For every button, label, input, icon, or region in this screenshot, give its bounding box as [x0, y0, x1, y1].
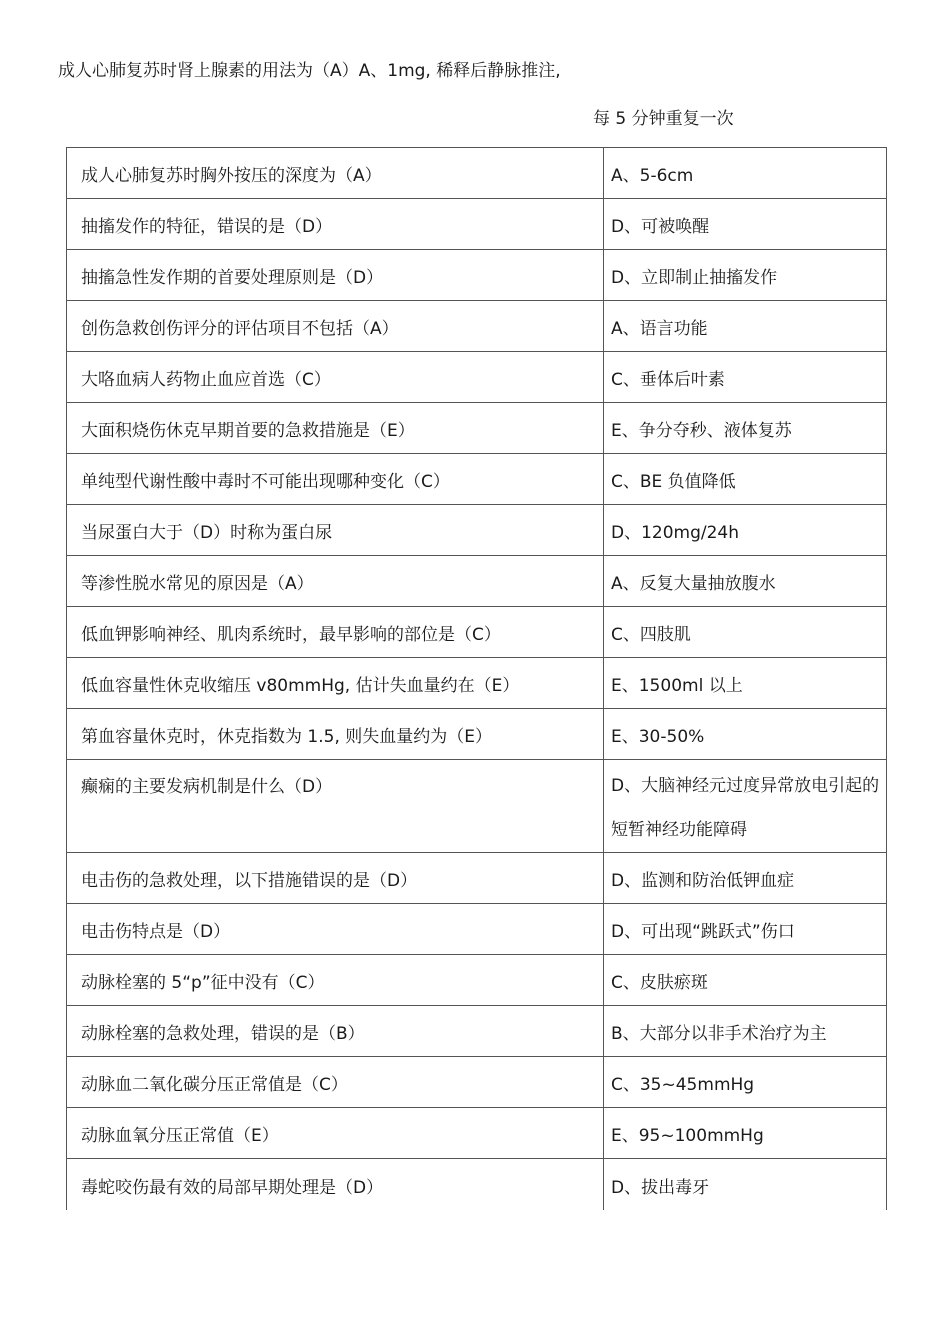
- answer-cell: C、垂体后叶素: [604, 352, 887, 403]
- question-cell: 动脉栓塞的急救处理，错误的是（B）: [67, 1006, 604, 1057]
- question-cell: 抽搐发作的特征，错误的是（D）: [67, 199, 604, 250]
- answer-cell: E、30-50%: [604, 709, 887, 760]
- answer-cell: C、35~45mmHg: [604, 1057, 887, 1108]
- answer-cell: A、语言功能: [604, 301, 887, 352]
- table-row: [67, 148, 887, 199]
- answer-cell: C、四肢肌: [604, 607, 887, 658]
- answer-cell: D、监测和防治低钾血症: [604, 853, 887, 904]
- question-cell: 单纯型代谢性酸中毒时不可能出现哪种变化（C）: [67, 454, 604, 505]
- question-cell: 低血钾影响神经、肌肉系统时，最早影响的部位是（C）: [67, 607, 604, 658]
- table-row: [67, 250, 887, 301]
- answer-cell: D、可出现“跳跃式”伤口: [604, 904, 887, 955]
- table-row: [67, 556, 887, 607]
- question-cell: 动脉血二氧化碳分压正常值是（C）: [67, 1057, 604, 1108]
- table-row: [67, 658, 887, 709]
- answer-cell: A、5-6cm: [604, 148, 887, 199]
- table-row: [67, 709, 887, 760]
- answer-cell: A、反复大量抽放腹水: [604, 556, 887, 607]
- intro-answer-continuation: 每 5 分钟重复一次: [593, 109, 734, 129]
- question-cell: 创伤急救创伤评分的评估项目不包括（A）: [67, 301, 604, 352]
- question-cell: 大面积烧伤休克早期首要的急救措施是（E）: [67, 403, 604, 454]
- table-row: [67, 1108, 887, 1159]
- table-row: [67, 1159, 887, 1210]
- table-row: [67, 352, 887, 403]
- table-row: [67, 607, 887, 658]
- table-row: [67, 199, 887, 250]
- table-row: [67, 403, 887, 454]
- answer-cell: D、可被唤醒: [604, 199, 887, 250]
- question-cell: 大咯血病人药物止血应首选（C）: [67, 352, 604, 403]
- question-cell: 成人心肺复苏时胸外按压的深度为（A）: [67, 148, 604, 199]
- answer-cell: D、大脑神经元过度异常放电引起的短暂神经功能障碍: [604, 760, 887, 853]
- answer-cell: C、BE 负值降低: [604, 454, 887, 505]
- table-row: [67, 853, 887, 904]
- question-cell: 第血容量休克时，休克指数为 1.5, 则失血量约为（E）: [67, 709, 604, 760]
- table-row: [67, 301, 887, 352]
- question-cell: 动脉血氧分压正常值（E）: [67, 1108, 604, 1159]
- question-answer-table: [66, 147, 887, 1210]
- intro-question-line: 成人心肺复苏时肾上腺素的用法为（A）A、1mg, 稀释后静脉推注,: [58, 61, 561, 81]
- table-row: [67, 1057, 887, 1108]
- answer-cell: E、1500ml 以上: [604, 658, 887, 709]
- question-cell: 动脉栓塞的 5“p”征中没有（C）: [67, 955, 604, 1006]
- answer-cell: E、95~100mmHg: [604, 1108, 887, 1159]
- table-row: [67, 1006, 887, 1057]
- answer-cell: C、皮肤瘀斑: [604, 955, 887, 1006]
- answer-cell: E、争分夺秒、液体复苏: [604, 403, 887, 454]
- answer-cell: D、120mg/24h: [604, 505, 887, 556]
- table-row: [67, 454, 887, 505]
- question-cell: 毒蛇咬伤最有效的局部早期处理是（D）: [67, 1159, 604, 1210]
- table-row: [67, 760, 887, 853]
- answer-cell: D、立即制止抽搐发作: [604, 250, 887, 301]
- table-row: [67, 505, 887, 556]
- question-cell: 癫痫的主要发病机制是什么（D）: [67, 760, 604, 853]
- question-cell: 抽搐急性发作期的首要处理原则是（D）: [67, 250, 604, 301]
- table-row: [67, 904, 887, 955]
- question-cell: 电击伤的急救处理，以下措施错误的是（D）: [67, 853, 604, 904]
- question-cell: 当尿蛋白大于（D）时称为蛋白尿: [67, 505, 604, 556]
- answer-cell: D、拔出毒牙: [604, 1159, 887, 1210]
- question-cell: 低血容量性休克收缩压 v80mmHg, 估计失血量约在（E）: [67, 658, 604, 709]
- question-cell: 等渗性脱水常见的原因是（A）: [67, 556, 604, 607]
- answer-cell: B、大部分以非手术治疗为主: [604, 1006, 887, 1057]
- question-cell: 电击伤特点是（D）: [67, 904, 604, 955]
- table-row: [67, 955, 887, 1006]
